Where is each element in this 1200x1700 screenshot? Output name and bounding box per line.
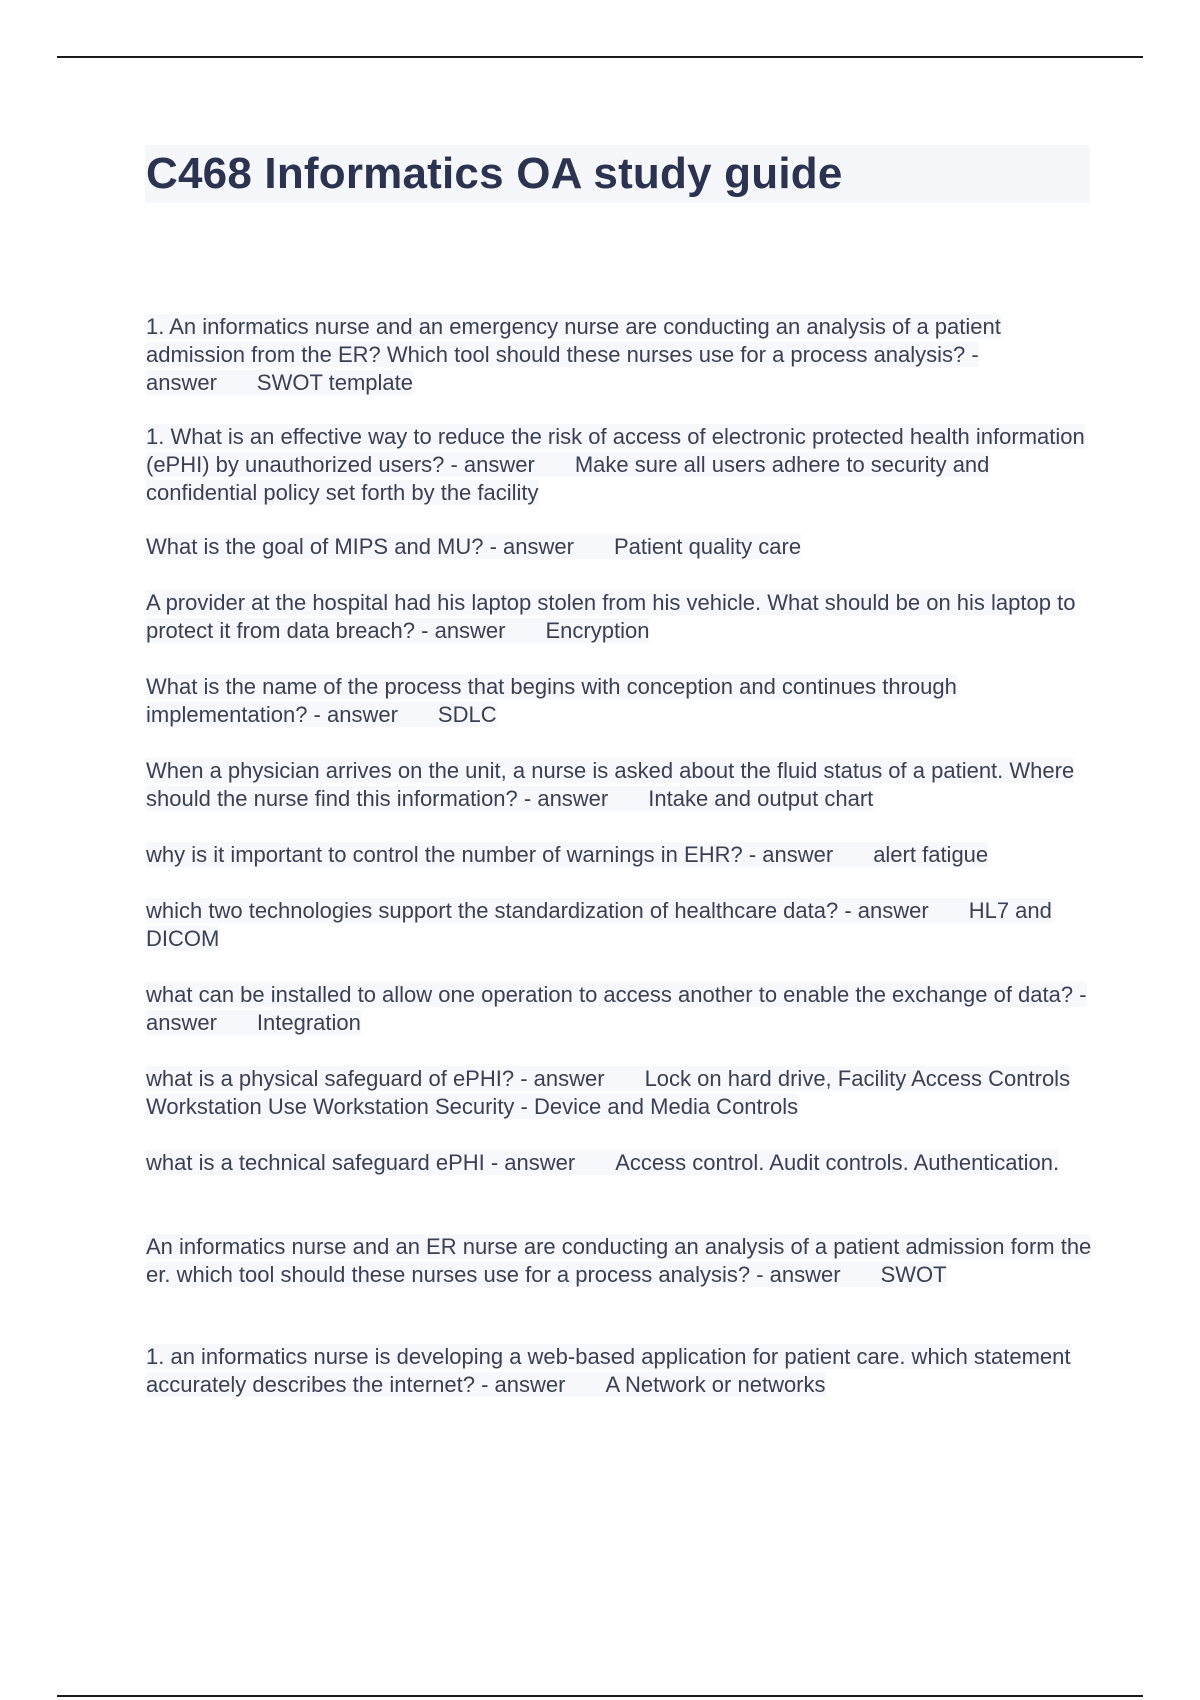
qa-item [146,1149,1096,1205]
page-title: C468 Informatics OA study guide [146,149,843,198]
qa-question: When a physician arrives on the unit, a nurse is asked about the fluid status of a patient. Where should the nurse find this information? - answer [146,758,1075,811]
qa-answer: SWOT [880,1262,947,1287]
qa-item [146,673,1096,729]
qa-answer: Patient quality care [613,534,802,559]
qa-question: what can be installed to allow one operation to access another to enable the exchange of data? - answer [146,982,1087,1035]
qa-answer: SDLC [437,702,497,727]
qa-question: which two technologies support the standardization of healthcare data? - answer [146,898,929,923]
qa-list [146,313,1096,1427]
qa-item [146,757,1096,813]
qa-item [146,981,1096,1037]
qa-item [146,533,1096,561]
qa-answer: Intake and output chart [648,786,874,811]
qa-item [146,313,1096,397]
qa-answer: Lock on hard drive, Facility Access Controls Workstation Use Workstation Security - Device and Media Controls [146,1066,1071,1119]
qa-question: why is it important to control the number of warnings in EHR? - answer [146,842,834,867]
qa-answer: alert fatigue [873,842,989,867]
qa-item [146,423,1096,507]
qa-item [146,589,1096,645]
qa-question: A provider at the hospital had his laptop stolen from his vehicle. What should be on his laptop to protect it from data breach? - answer [146,590,1076,643]
qa-item [146,1343,1096,1399]
qa-answer: SWOT template [256,370,414,395]
qa-item [146,1065,1096,1121]
qa-item [146,841,1096,869]
qa-question: What is the goal of MIPS and MU? - answer [146,534,574,559]
top-rule [57,56,1143,58]
qa-answer: Make sure all users adhere to security and confidential policy set forth by the facility [146,452,990,505]
qa-answer: Access control. Audit controls. Authentication. [615,1150,1060,1175]
qa-answer: Integration [256,1010,361,1035]
qa-answer: HL7 and DICOM [146,898,1052,951]
qa-question: 1. an informatics nurse is developing a web-based application for patient care. which statement accurately describes the internet? - answer [146,1344,1071,1397]
qa-item [146,897,1096,953]
qa-question: 1. What is an effective way to reduce the risk of access of electronic protected health information (ePHI) by unauthorized users? - answer [146,424,1085,477]
qa-question: what is a physical safeguard of ePHI? - answer [146,1066,605,1091]
qa-item [146,1233,1096,1317]
qa-question: what is a technical safeguard ePHI - answer [146,1150,576,1175]
qa-question: 1. An informatics nurse and an emergency nurse are conducting an analysis of a patient admission from the ER? Which tool should these nurses use for a process analysis? - answer [146,314,1001,395]
qa-answer: A Network or networks [605,1372,826,1397]
qa-question: An informatics nurse and an ER nurse are conducting an analysis of a patient admission form the er. which tool should these nurses use for a process analysis? - answer [146,1234,1092,1287]
qa-answer: Encryption [545,618,650,643]
qa-question: What is the name of the process that begins with conception and continues through implementation? - answer [146,674,957,727]
bottom-rule [57,1695,1143,1697]
